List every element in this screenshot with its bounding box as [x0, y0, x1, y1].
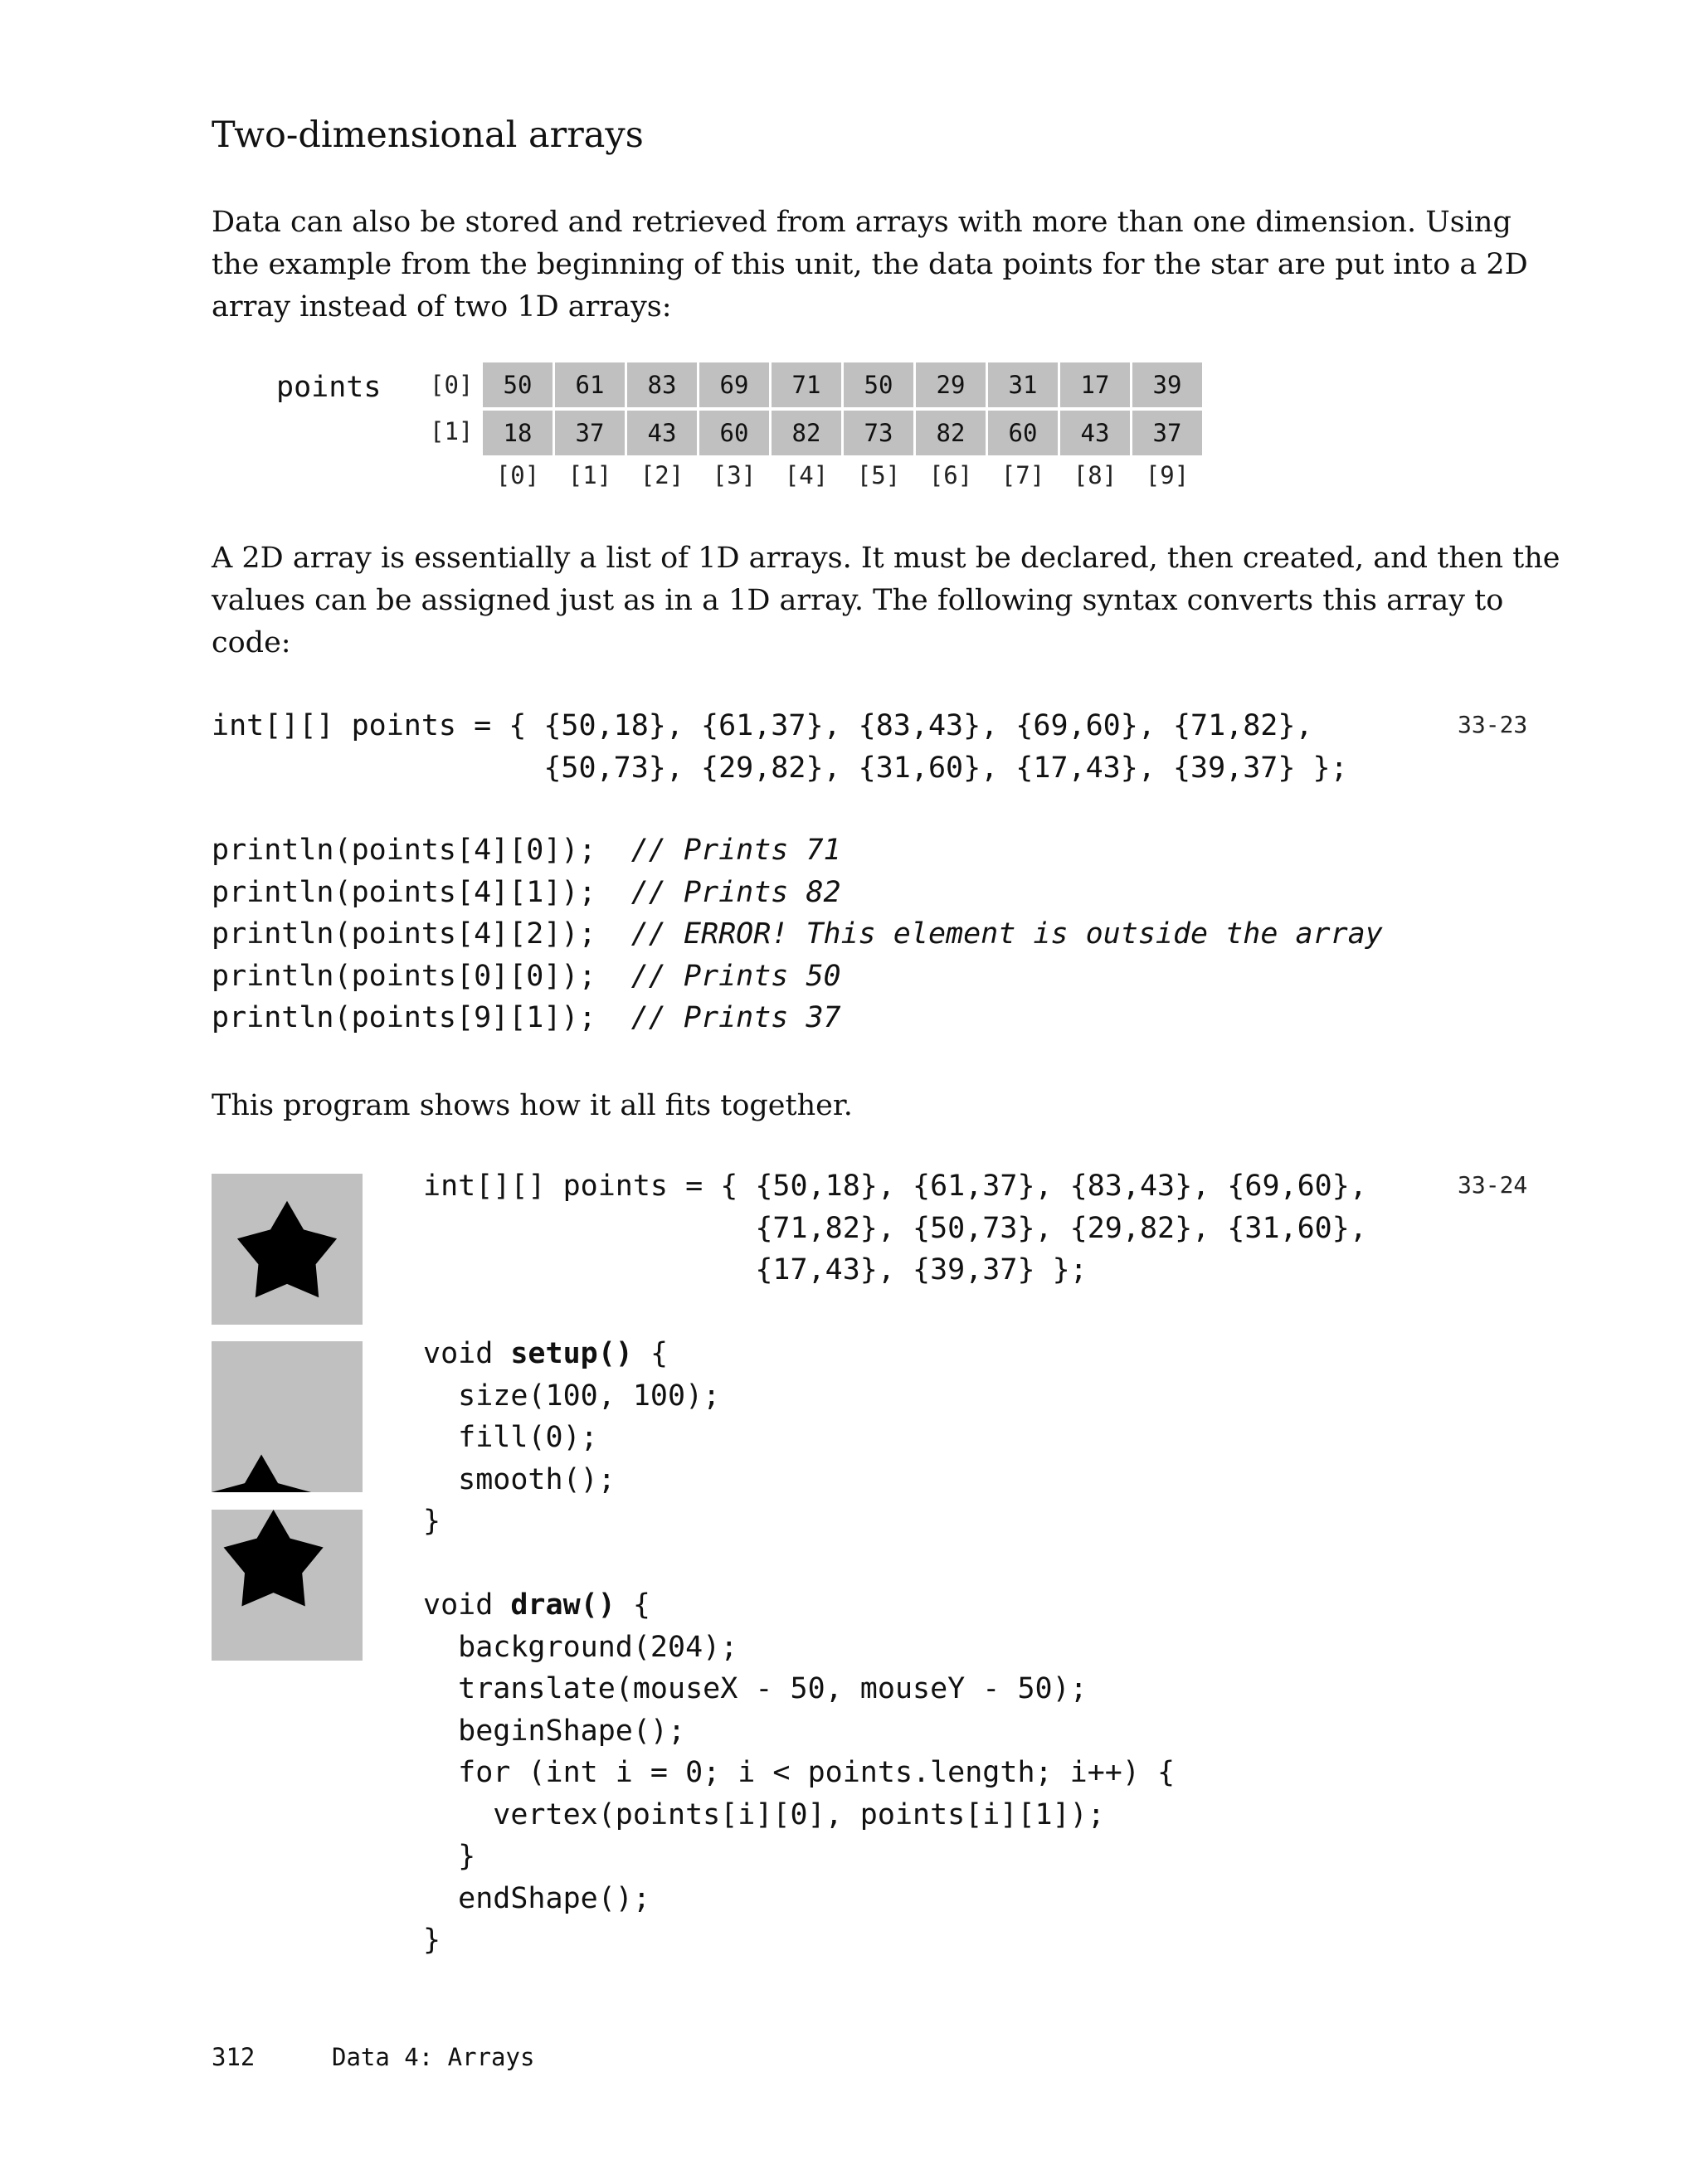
array-cell: 17: [1060, 362, 1130, 407]
text-line: code:: [212, 626, 291, 659]
code-line: smooth();: [423, 1462, 616, 1496]
array-cell: 37: [555, 411, 625, 455]
code-line: {71,82}, {50,73}, {29,82}, {31,60},: [423, 1211, 1367, 1245]
code-line: int[][] points = { {50,18}, {61,37}, {83,43}, {69,60}, {71,82},: [212, 709, 1313, 742]
code-line: {50,73}, {29,82}, {31,60}, {17,43}, {39,37} };: [212, 751, 1348, 785]
code-text: {: [615, 1588, 650, 1622]
code-comment: // Prints 71: [630, 834, 841, 867]
text-line: This program shows how it all fits together.: [212, 1089, 853, 1122]
column-label: [2]: [640, 461, 684, 489]
column-label: [5]: [856, 461, 901, 489]
star-thumbnail: [212, 1510, 363, 1661]
code-line: for (int i = 0; i < points.length; i++) {: [423, 1756, 1176, 1789]
code-comment: // Prints 82: [630, 875, 841, 909]
code-comment: // ERROR! This element is outside the array: [630, 917, 1383, 951]
code-line: [212, 872, 1383, 914]
code-text: void: [423, 1337, 511, 1370]
code-line: [212, 956, 1383, 998]
column-label: [9]: [1145, 461, 1190, 489]
code-text: println(points[0][0]);: [212, 959, 631, 993]
function-name: setup(): [510, 1337, 633, 1370]
code-line: }: [423, 1505, 441, 1538]
array-cell: 60: [699, 411, 769, 455]
array-cell: 60: [988, 411, 1058, 455]
code-block-println: [212, 829, 1383, 1039]
code-line: endShape();: [423, 1881, 650, 1915]
column-label: [1]: [567, 461, 612, 489]
intro-paragraph: [212, 202, 1528, 328]
column-label: [3]: [712, 461, 757, 489]
code-line: }: [423, 1840, 476, 1873]
column-label: [8]: [1073, 461, 1117, 489]
array-cell: 31: [988, 362, 1058, 407]
code-line: [423, 1584, 1367, 1627]
star-thumbnail: [212, 1341, 363, 1492]
array-cell: 61: [555, 362, 625, 407]
star-icon: [212, 1510, 363, 1661]
array-cell: 43: [1060, 411, 1130, 455]
array-cell: 69: [699, 362, 769, 407]
text-line: the example from the beginning of this unit, the data points for the star are put into a 2D: [212, 248, 1528, 281]
star-icon: [212, 1341, 363, 1492]
code-line: size(100, 100);: [423, 1379, 721, 1413]
code-line: [212, 829, 1383, 872]
code-block-array-declaration: [212, 705, 1348, 789]
code-line: [212, 997, 1383, 1039]
text-line: A 2D array is essentially a list of 1D arrays. It must be declared, then created, and then the: [212, 542, 1560, 575]
code-line: [212, 913, 1383, 956]
code-line: [423, 1291, 1367, 1334]
code-line: translate(mouseX - 50, mouseY - 50);: [423, 1672, 1088, 1705]
row-label: [1]: [430, 417, 474, 445]
array-row-1: [483, 411, 1202, 455]
text-line: array instead of two 1D arrays:: [212, 290, 672, 323]
section-heading: Two-dimensional arrays: [212, 114, 644, 156]
code-line: background(204);: [423, 1630, 738, 1664]
code-text: println(points[4][1]);: [212, 875, 631, 909]
array-name-label: points: [276, 371, 382, 404]
explanation-paragraph: [212, 537, 1560, 664]
array-column-labels: [483, 461, 1202, 489]
chapter-title: Data 4: Arrays: [332, 2043, 535, 2071]
code-text: {: [632, 1337, 669, 1370]
array-cell: 50: [844, 362, 913, 407]
star-icon: [212, 1174, 363, 1325]
array-cell: 43: [627, 411, 697, 455]
code-block-program: [423, 1165, 1367, 1962]
star-thumbnail: [212, 1174, 363, 1325]
array-cell: 39: [1132, 362, 1202, 407]
array-cell: 37: [1132, 411, 1202, 455]
array-row-0: [483, 362, 1202, 407]
text-line: values can be assigned just as in a 1D array. The following syntax converts this array to: [212, 584, 1504, 617]
column-label: [4]: [784, 461, 829, 489]
code-line: [423, 1543, 1367, 1585]
code-text: void: [423, 1588, 511, 1622]
array-cell: 71: [772, 362, 841, 407]
page-number: 312: [212, 2043, 256, 2071]
code-line: }: [423, 1924, 441, 1957]
column-label: [0]: [495, 461, 540, 489]
code-line: fill(0);: [423, 1421, 598, 1454]
row-label: [0]: [430, 371, 474, 399]
example-number: 33-23: [1458, 711, 1528, 738]
program-intro: [212, 1085, 1439, 1127]
example-number: 33-24: [1458, 1171, 1528, 1199]
array-cell: 82: [916, 411, 986, 455]
array-cell: 50: [483, 362, 553, 407]
column-label: [7]: [1000, 461, 1045, 489]
column-label: [6]: [928, 461, 973, 489]
code-line: beginShape();: [423, 1714, 686, 1748]
code-line: vertex(points[i][0], points[i][1]);: [423, 1797, 1105, 1831]
array-cell: 73: [844, 411, 913, 455]
text-line: Data can also be stored and retrieved from arrays with more than one dimension. Using: [212, 206, 1512, 239]
code-line: {17,43}, {39,37} };: [423, 1253, 1088, 1287]
code-text: println(points[4][0]);: [212, 834, 631, 867]
array-cell: 18: [483, 411, 553, 455]
array-cell: 83: [627, 362, 697, 407]
array-cell: 82: [772, 411, 841, 455]
array-cell: 29: [916, 362, 986, 407]
function-name: draw(): [510, 1588, 616, 1622]
code-text: println(points[4][2]);: [212, 917, 631, 951]
code-comment: // Prints 37: [630, 1001, 841, 1034]
code-line: [423, 1333, 1367, 1375]
code-line: int[][] points = { {50,18}, {61,37}, {83,43}, {69,60},: [423, 1170, 1367, 1203]
code-comment: // Prints 50: [630, 959, 841, 993]
code-text: println(points[9][1]);: [212, 1001, 631, 1034]
